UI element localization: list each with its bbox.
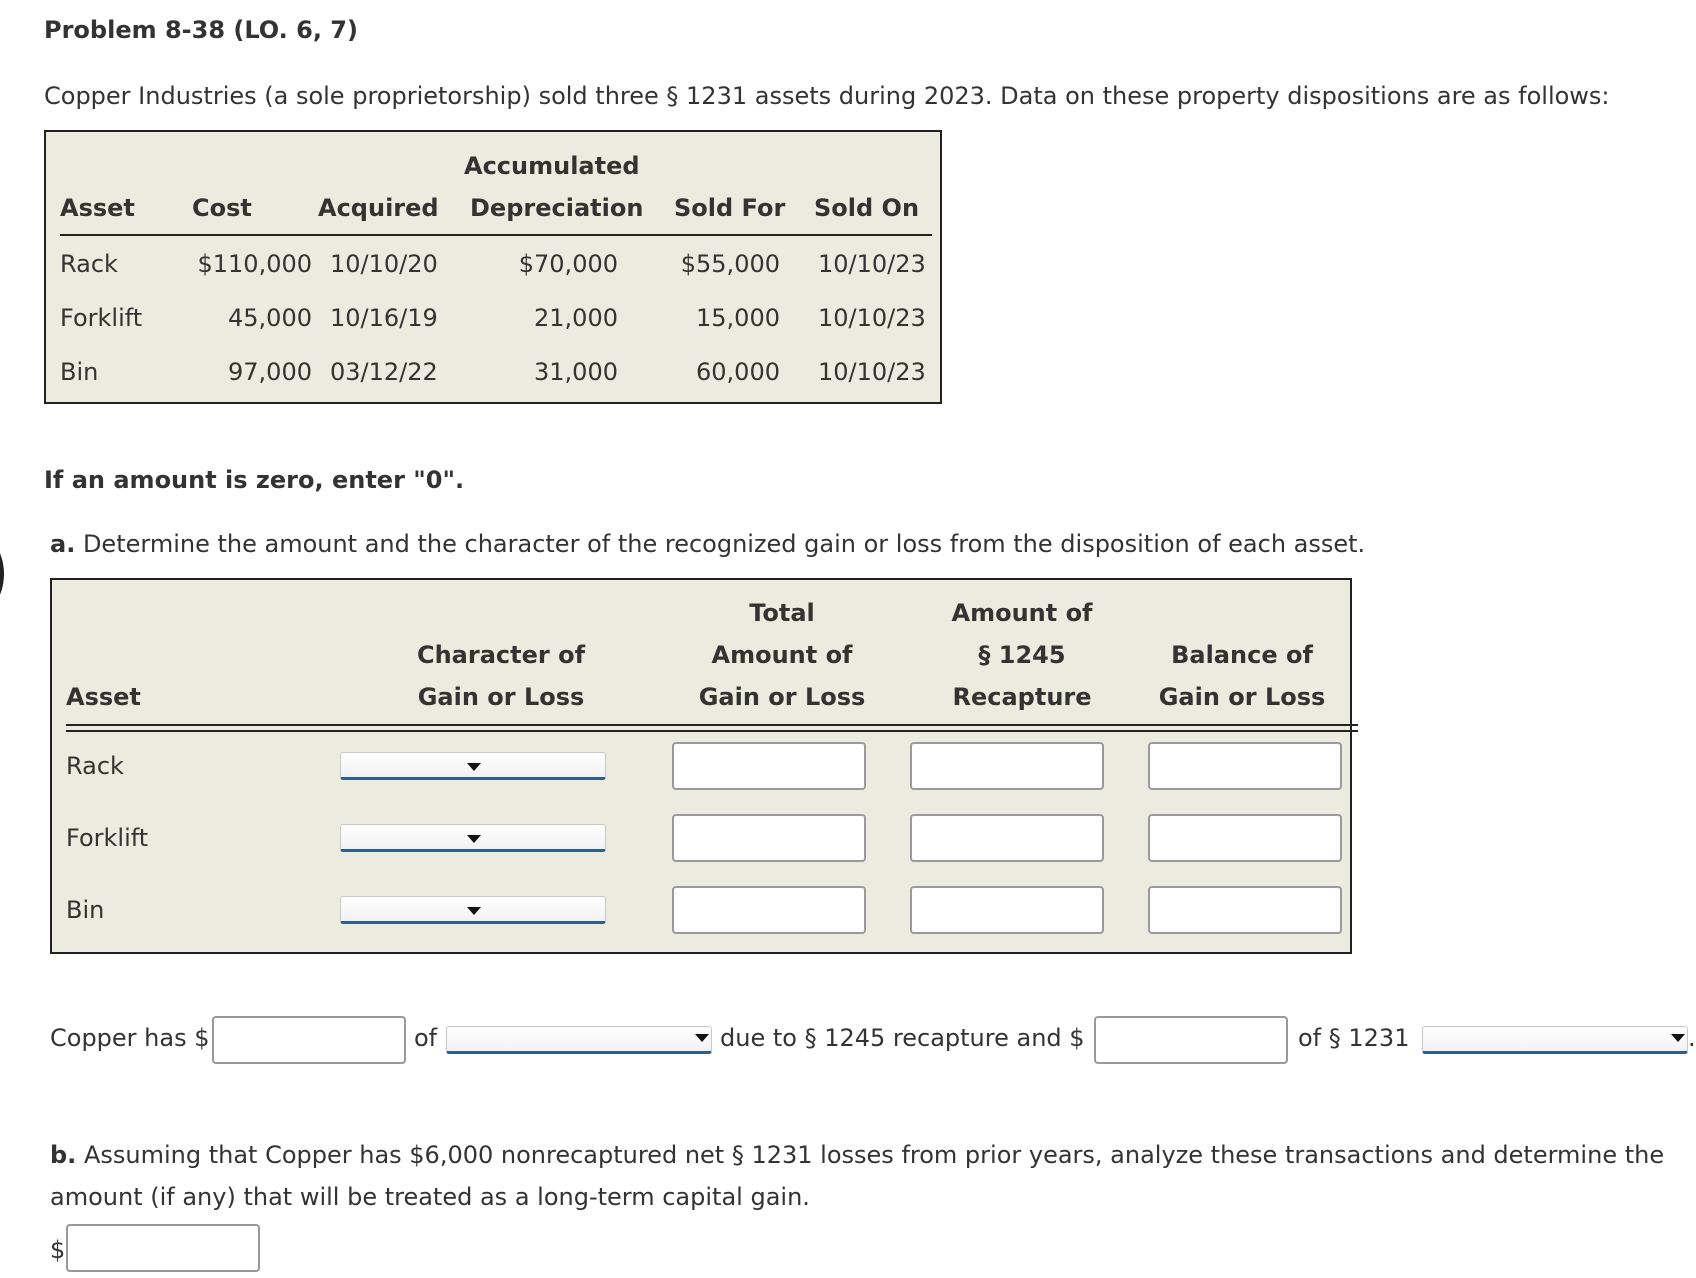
header-asset: Asset bbox=[66, 683, 141, 711]
part-a-label: a. bbox=[50, 530, 76, 558]
part-a-prompt bbox=[50, 530, 1365, 558]
table-row-cost: $110,000 bbox=[197, 250, 312, 278]
answer-row-asset: Forklift bbox=[66, 824, 149, 852]
total-gain-input-rack[interactable] bbox=[672, 742, 866, 790]
header-character-2: Gain or Loss bbox=[417, 683, 585, 711]
header-total-1: Total bbox=[749, 599, 815, 627]
header-balance-1: Balance of bbox=[1171, 641, 1313, 669]
sentence-period: . bbox=[1688, 1024, 1696, 1052]
table-row-depreciation: 31,000 bbox=[534, 358, 618, 386]
intro-text: Copper Industries (a sole proprietorship) sold three § 1231 assets during 2023. Data on these property dispositions are as follows: bbox=[44, 82, 1610, 110]
header-total-3: Gain or Loss bbox=[698, 683, 866, 711]
chevron-down-icon bbox=[467, 835, 481, 843]
sentence-prefix: Copper has $ bbox=[50, 1024, 210, 1052]
part-a-text: Determine the amount and the character of the recognized gain or loss from the disposition of each asset. bbox=[82, 530, 1366, 558]
section-1231-amount-input[interactable] bbox=[1094, 1016, 1288, 1064]
table-row-sold-on: 10/10/23 bbox=[818, 358, 926, 386]
table-row-sold-on: 10/10/23 bbox=[818, 304, 926, 332]
table-row-depreciation: 21,000 bbox=[534, 304, 618, 332]
header-depreciation: Depreciation bbox=[470, 194, 644, 222]
character-select-rack[interactable] bbox=[340, 752, 606, 780]
header-acquired: Acquired bbox=[318, 194, 439, 222]
header-balance-2: Gain or Loss bbox=[1158, 683, 1326, 711]
table-row-cost: 45,000 bbox=[228, 304, 312, 332]
problem-title: Problem 8-38 (LO. 6, 7) bbox=[44, 16, 358, 44]
chevron-down-icon bbox=[467, 763, 481, 771]
edge-circle-marker bbox=[0, 532, 4, 616]
recapture-input-forklift[interactable] bbox=[910, 814, 1104, 862]
part-b-prompt bbox=[50, 1134, 1690, 1218]
header-accumulated: Accumulated bbox=[464, 152, 640, 180]
table-row-acquired: 03/12/22 bbox=[330, 358, 438, 386]
table-row-cost: 97,000 bbox=[228, 358, 312, 386]
character-select-bin[interactable] bbox=[340, 896, 606, 924]
header-sold-for: Sold For bbox=[674, 194, 786, 222]
sentence-of: of bbox=[414, 1024, 438, 1052]
header-sold-on: Sold On bbox=[814, 194, 920, 222]
copper-amount-input[interactable] bbox=[212, 1016, 406, 1064]
table-row-acquired: 10/10/20 bbox=[330, 250, 438, 278]
recapture-input-bin[interactable] bbox=[910, 886, 1104, 934]
table-row-depreciation: $70,000 bbox=[518, 250, 618, 278]
chevron-down-icon bbox=[467, 907, 481, 915]
part-b-text: Assuming that Copper has $6,000 nonrecaptured net § 1231 losses from prior years, analyze these transactions and determine the amount (if any) that will be treated as a long-term capital gain. bbox=[50, 1141, 1665, 1211]
header-rule bbox=[66, 724, 1358, 726]
sentence-of-1231: of § 1231 bbox=[1298, 1024, 1410, 1052]
dispositions-table bbox=[44, 130, 942, 404]
table-row-asset: Rack bbox=[60, 250, 118, 278]
table-row-acquired: 10/16/19 bbox=[330, 304, 438, 332]
answer-row-asset: Bin bbox=[66, 896, 105, 924]
answer-row-asset: Rack bbox=[66, 752, 124, 780]
total-gain-input-forklift[interactable] bbox=[672, 814, 866, 862]
balance-input-bin[interactable] bbox=[1148, 886, 1342, 934]
total-gain-input-bin[interactable] bbox=[672, 886, 866, 934]
header-cost: Cost bbox=[192, 194, 252, 222]
table-row-sold-for: 15,000 bbox=[696, 304, 780, 332]
chevron-down-icon bbox=[1671, 1034, 1685, 1042]
table-row-sold-for: 60,000 bbox=[696, 358, 780, 386]
part-b-dollar-sign: $ bbox=[50, 1236, 66, 1264]
table-row-sold-for: $55,000 bbox=[680, 250, 780, 278]
header-asset: Asset bbox=[60, 194, 135, 222]
sentence-due-to: due to § 1245 recapture and $ bbox=[720, 1024, 1085, 1052]
table-row-asset: Bin bbox=[60, 358, 99, 386]
part-b-label: b. bbox=[50, 1141, 77, 1169]
balance-input-rack[interactable] bbox=[1148, 742, 1342, 790]
header-character-1: Character of bbox=[416, 641, 586, 669]
section-1231-type-select[interactable] bbox=[1422, 1026, 1688, 1054]
answer-table bbox=[50, 578, 1352, 954]
header-recapture-2: § 1245 bbox=[978, 641, 1066, 669]
ltcg-amount-input[interactable] bbox=[66, 1224, 260, 1272]
character-select-forklift[interactable] bbox=[340, 824, 606, 852]
chevron-down-icon bbox=[695, 1034, 709, 1042]
header-recapture-1: Amount of bbox=[951, 599, 1093, 627]
zero-instruction: If an amount is zero, enter "0". bbox=[44, 466, 465, 494]
header-rule bbox=[60, 234, 932, 236]
gain-type-select[interactable] bbox=[446, 1026, 712, 1054]
header-recapture-3: Recapture bbox=[952, 683, 1092, 711]
balance-input-forklift[interactable] bbox=[1148, 814, 1342, 862]
recapture-input-rack[interactable] bbox=[910, 742, 1104, 790]
header-total-2: Amount of bbox=[711, 641, 853, 669]
table-row-asset: Forklift bbox=[60, 304, 143, 332]
header-rule bbox=[66, 730, 1358, 732]
table-row-sold-on: 10/10/23 bbox=[818, 250, 926, 278]
